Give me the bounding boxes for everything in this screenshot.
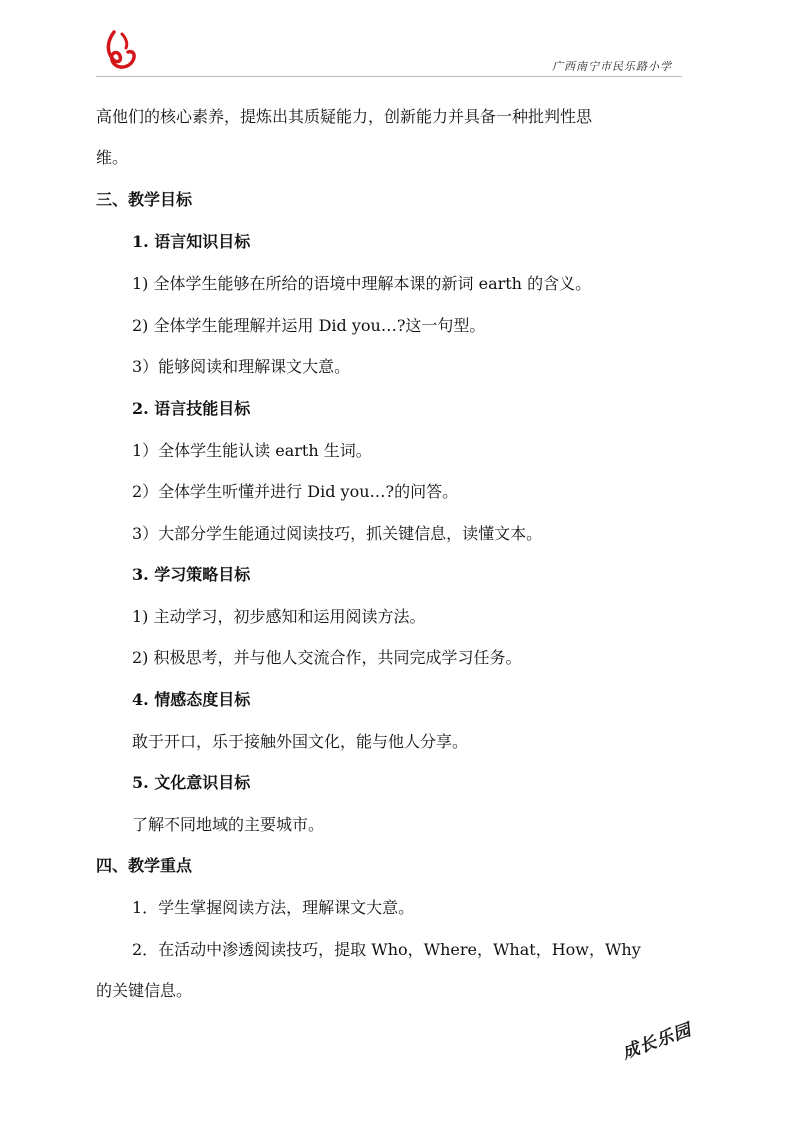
- paragraph-line: 敢于开口，乐于接触外国文化，能与他人分享。: [132, 732, 469, 751]
- paragraph-line: 高他们的核心素养，提炼出其质疑能力，创新能力并具备一种批判性思: [96, 107, 593, 126]
- paragraph-line: 维。: [96, 148, 129, 167]
- list-item: 3）能够阅读和理解课文大意。: [132, 357, 351, 376]
- subsection-heading: 1. 语言知识目标: [132, 232, 251, 251]
- section-heading: 四、教学重点: [96, 856, 193, 875]
- paragraph-line: 了解不同地域的主要城市。: [132, 815, 325, 834]
- list-item: 2．在活动中渗透阅读技巧，提取 Who，Where，What，How，Why: [132, 940, 641, 959]
- school-logo-icon: [100, 28, 140, 72]
- paragraph-line: 的关键信息。: [96, 981, 193, 1000]
- list-item: 2) 积极思考，并与他人交流合作，共同完成学习任务。: [132, 648, 522, 667]
- header-divider: [96, 76, 682, 77]
- list-item: 1) 全体学生能够在所给的语境中理解本课的新词 earth 的含义。: [132, 274, 592, 293]
- section-heading: 三、教学目标: [96, 190, 193, 209]
- list-item: 2）全体学生听懂并进行 Did you…?的问答。: [132, 482, 459, 501]
- footer-stamp: 成长乐园: [619, 1020, 695, 1064]
- subsection-heading: 2. 语言技能目标: [132, 399, 251, 418]
- list-item: 1．学生掌握阅读方法，理解课文大意。: [132, 898, 415, 917]
- list-item: 2) 全体学生能理解并运用 Did you…?这一句型。: [132, 316, 486, 335]
- list-item: 3）大部分学生能通过阅读技巧，抓关键信息，读懂文本。: [132, 524, 543, 543]
- subsection-heading: 3. 学习策略目标: [132, 565, 251, 584]
- list-item: 1）全体学生能认读 earth 生词。: [132, 441, 372, 460]
- subsection-heading: 4. 情感态度目标: [132, 690, 251, 709]
- list-item: 1) 主动学习，初步感知和运用阅读方法。: [132, 607, 426, 626]
- school-name: 广西南宁市民乐路小学: [552, 60, 672, 73]
- subsection-heading: 5. 文化意识目标: [132, 773, 251, 792]
